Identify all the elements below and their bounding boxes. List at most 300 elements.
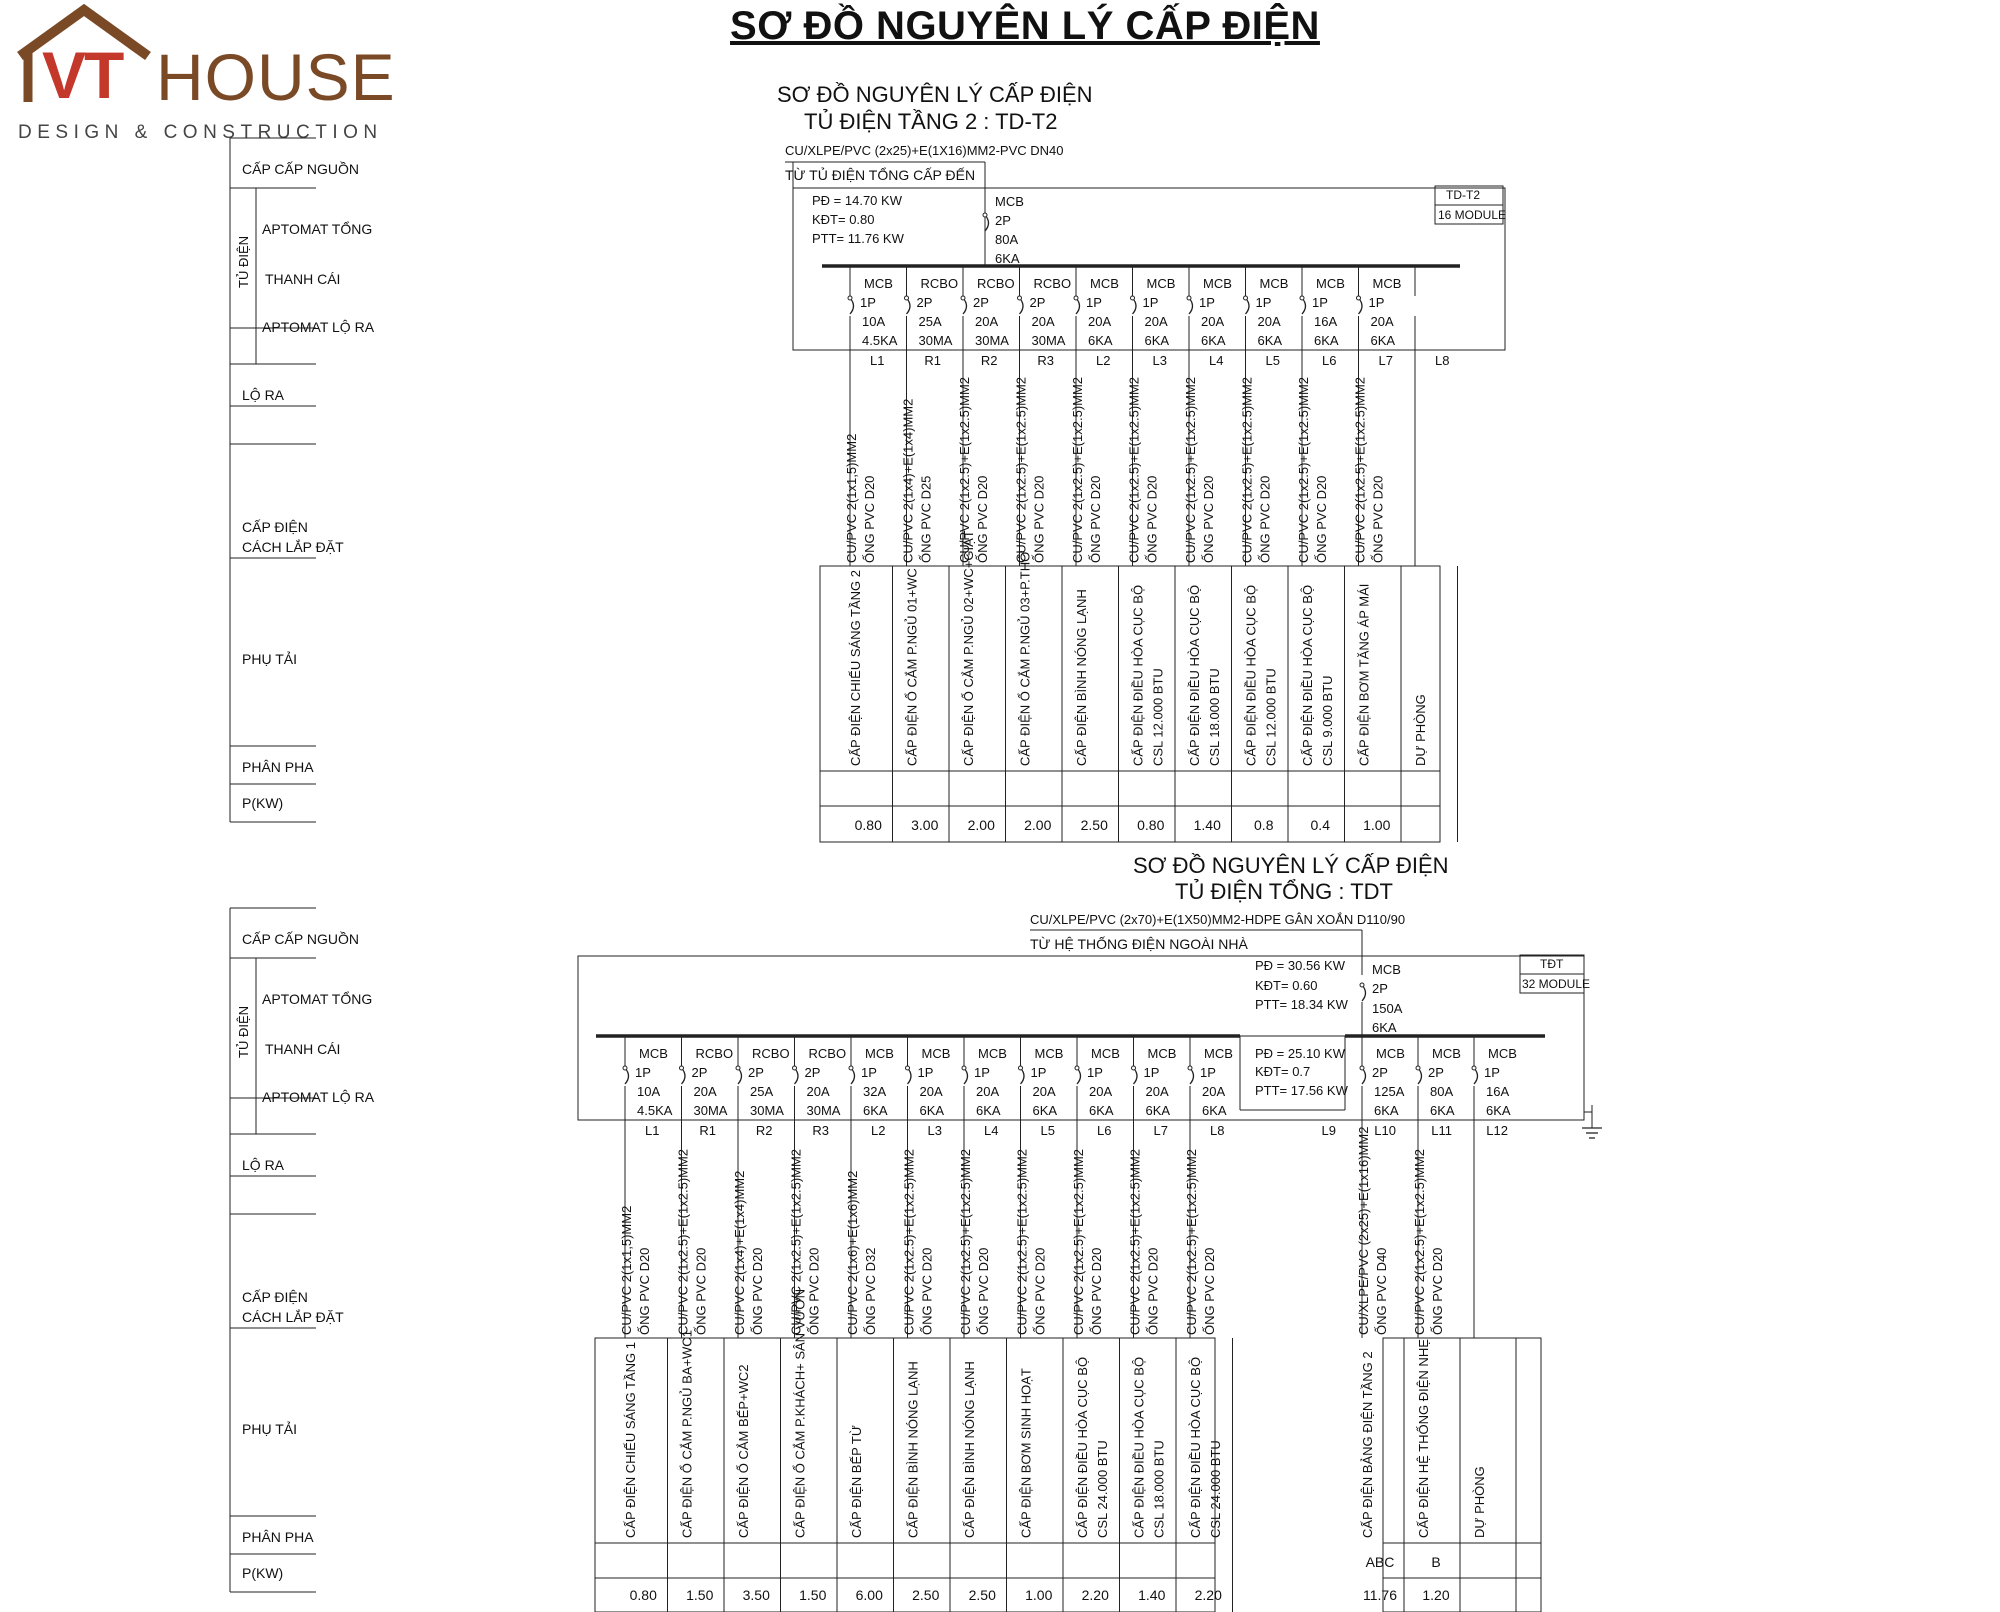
- power-value: 1.40: [1138, 1587, 1166, 1603]
- circuit-column: [1240, 266, 1289, 842]
- sub-ptt-value: PTT= 17.56 KW: [1255, 1083, 1348, 1098]
- power-value: 1.50: [686, 1587, 714, 1603]
- conduit-spec: ỐNG PVC D32: [863, 1247, 878, 1335]
- load-description: CẤP ĐIỆN BƠM SINH HOẠT: [1018, 1368, 1034, 1538]
- circuit-column: [1356, 1036, 1405, 1612]
- main-breaker-rating: 150A: [1372, 1001, 1403, 1016]
- load-description: CẤP ĐIỆN ĐIỀU HÒA CỤC BỘ: [1131, 1356, 1147, 1538]
- page-title: SƠ ĐỒ NGUYÊN LÝ CẤP ĐIỆN: [730, 4, 1320, 48]
- supply-cable: CU/XLPE/PVC (2x70)+E(1X50)MM2-HDPE GÂN XOẮN D110/90: [1030, 912, 1406, 927]
- breaker-poles: 2P: [748, 1065, 764, 1080]
- module-tag: 16 MODULE: [1438, 208, 1507, 222]
- circuit-column: [1472, 1036, 1517, 1612]
- load-description: CẤP ĐIỆN ĐIỀU HÒA CỤC BỘ: [1130, 584, 1146, 766]
- circuit-column: [1128, 1036, 1177, 1612]
- conduit-spec: ỐNG PVC D20: [1032, 1247, 1048, 1335]
- breaker-kA: 4.5KA: [862, 333, 898, 348]
- breaker-terminal-icon: [1244, 296, 1248, 300]
- breaker-poles: 1P: [1143, 1065, 1160, 1080]
- panel-td-t2: [230, 82, 1506, 842]
- breaker-terminal-icon: [1131, 296, 1135, 300]
- breaker-type: MCB: [921, 1046, 951, 1061]
- row-label-aptomat-tong: APTOMAT TỔNG: [262, 991, 373, 1007]
- panel-tag: TD-T2: [1446, 188, 1480, 202]
- breaker-terminal-icon: [736, 1066, 740, 1070]
- power-value: 1.20: [1422, 1587, 1450, 1603]
- circuit-id: L5: [1040, 1123, 1055, 1138]
- load-description: DỰ PHÒNG: [1472, 1466, 1487, 1538]
- power-value: 3.00: [911, 817, 939, 833]
- breaker-rating: 10A: [637, 1084, 661, 1099]
- kdt-value: KĐT= 0.80: [812, 212, 875, 227]
- load-description: CẤP ĐIỆN ĐIỀU HÒA CỤC BỘ: [1187, 584, 1202, 766]
- panel-tdt: [230, 853, 1602, 1612]
- row-label-pkw: P(KW): [242, 795, 284, 811]
- breaker-kA: 6KA: [1144, 333, 1170, 348]
- cable-spec: CU/PVC 2(1x2.5)+E(1x2.5)MM2: [788, 1148, 804, 1335]
- cable-spec: CU/PVC 2(1x2.5)+E(1x2.5)MM2: [1014, 1148, 1030, 1335]
- power-value: 2.20: [1081, 1587, 1109, 1603]
- breaker-poles: 1P: [635, 1065, 651, 1080]
- breaker-kA: 30MA: [750, 1103, 784, 1118]
- conduit-spec: ỐNG PVC D20: [1089, 1247, 1104, 1335]
- circuit-id: L7: [1378, 353, 1393, 368]
- conduit-spec: ỐNG PVC D20: [1088, 475, 1103, 563]
- power-value: 0.80: [629, 1587, 657, 1603]
- breaker-type: MCB: [1432, 1046, 1461, 1061]
- kdt-value: KĐT= 0.60: [1255, 978, 1318, 993]
- load-description: CẤP ĐIỆN BÌNH NÓNG LẠNH: [962, 1361, 977, 1538]
- load-description: CẤP ĐIỆN Ổ CẮM P.NGỦ 02+WC+GIẶT: [961, 530, 976, 766]
- breaker-type: MCB: [1091, 1046, 1120, 1061]
- breaker-terminal-icon: [848, 296, 852, 300]
- phase-value: B: [1431, 1554, 1441, 1570]
- breaker-terminal-icon: [983, 213, 987, 217]
- cable-spec: CU/PVC 2(1x2.5)+E(1x2.5)MM2: [1239, 376, 1255, 563]
- circuit-id: L7: [1153, 1123, 1168, 1138]
- breaker-kA: 6KA: [863, 1103, 888, 1118]
- breaker-poles: 1P: [1087, 1065, 1103, 1080]
- pd-value: PĐ = 14.70 KW: [812, 193, 902, 208]
- cable-spec: CU/PVC 2(1x4)+E(1x4)MM2: [900, 398, 916, 563]
- breaker-poles: 1P: [1030, 1065, 1047, 1080]
- breaker-type: MCB: [978, 1046, 1007, 1061]
- power-value: 2.50: [1080, 817, 1108, 833]
- breaker-poles: 1P: [1312, 295, 1328, 310]
- circuit-column: [957, 266, 1015, 842]
- load-table: [1383, 1338, 1541, 1612]
- breaker-kA: 6KA: [1430, 1103, 1455, 1118]
- circuit-column: [902, 1036, 951, 1612]
- conduit-spec: ỐNG PVC D20: [806, 1247, 822, 1335]
- breaker-rating: 20A: [1031, 314, 1055, 329]
- breaker-poles: 1P: [1086, 295, 1102, 310]
- breaker-poles: 2P: [916, 295, 933, 310]
- load-description: CẤP ĐIỆN ĐIỀU HÒA CỤC BỘ: [1243, 584, 1259, 766]
- load-description: CẤP ĐIỆN CHIẾU SÁNG TẦNG 2: [848, 569, 863, 766]
- breaker-type: MCB: [1147, 1046, 1177, 1061]
- circuit-column: [1014, 266, 1072, 842]
- circuit-column: [1296, 266, 1345, 842]
- logo-house: HOUSE: [156, 40, 396, 114]
- load-capacity: CSL 12.000 BTU: [1150, 668, 1166, 766]
- row-label-phan-pha: PHÂN PHA: [242, 759, 314, 775]
- load-description: CẤP ĐIỆN Ổ CẮM P.NGỦ BA+WC1: [679, 1330, 695, 1538]
- panel-tag: TĐT: [1540, 957, 1564, 971]
- power-value: 1.50: [799, 1587, 827, 1603]
- circuit-id: L2: [1096, 353, 1111, 368]
- circuit-column: [844, 266, 898, 842]
- panel-title: SƠ ĐỒ NGUYÊN LÝ CẤP ĐIỆN: [1133, 853, 1449, 878]
- circuit-column: [901, 266, 959, 842]
- panel-subtitle: TỦ ĐIỆN TẦNG 2 : TD-T2: [804, 109, 1058, 134]
- breaker-poles: 2P: [1029, 295, 1046, 310]
- conduit-spec: ỐNG PVC D20: [637, 1247, 652, 1335]
- cable-spec: CU/PVC 2(1x2.5)+E(1x2.5)MM2: [1352, 376, 1368, 563]
- breaker-terminal-icon: [1188, 1066, 1192, 1070]
- pd-value: PĐ = 30.56 KW: [1255, 958, 1345, 973]
- breaker-rating: 20A: [975, 314, 999, 329]
- row-label-tu-dien: TỦ ĐIỆN: [236, 1006, 251, 1058]
- main-breaker-kA: 6KA: [1372, 1020, 1397, 1035]
- conduit-spec: ỐNG PVC D20: [1370, 475, 1386, 563]
- breaker-poles: 1P: [1368, 295, 1385, 310]
- circuit-id: R1: [699, 1123, 716, 1138]
- load-description: CẤP ĐIỆN CHIẾU SÁNG TẦNG 1: [623, 1341, 638, 1538]
- breaker-type: RCBO: [808, 1046, 847, 1061]
- panel-subtitle: TỦ ĐIỆN TỔNG : TDT: [1175, 879, 1393, 904]
- breaker-terminal-icon: [1360, 1066, 1364, 1070]
- circuit-id: L6: [1322, 353, 1337, 368]
- load-description: CẤP ĐIỆN Ổ CẮM P.NGỦ 01+WC: [904, 568, 920, 766]
- breaker-kA: 6KA: [1374, 1103, 1399, 1118]
- cable-spec: CU/PVC 2(1x2.5)+E(1x2.5)MM2: [1013, 376, 1029, 563]
- ptt-value: PTT= 18.34 KW: [1255, 997, 1348, 1012]
- row-label-nguon: CẤP CẤP NGUỒN: [242, 931, 359, 947]
- cable-spec: CU/XLPE/PVC (2x25)+E(1x16)MM2: [1356, 1126, 1371, 1335]
- breaker-poles: 1P: [974, 1065, 990, 1080]
- circuit-column: [1015, 1036, 1064, 1612]
- power-value: 11.76: [1363, 1587, 1397, 1603]
- main-breaker-poles: 2P: [1372, 981, 1388, 996]
- breaker-terminal-icon: [1018, 296, 1022, 300]
- power-value: 0.4: [1310, 817, 1330, 833]
- circuit-id: L4: [984, 1123, 999, 1138]
- circuit-id: L9: [1321, 1123, 1336, 1138]
- power-value: 1.40: [1193, 817, 1221, 833]
- breaker-poles: 1P: [860, 295, 876, 310]
- breaker-poles: 1P: [1142, 295, 1159, 310]
- cable-spec: CU/PVC 2(1x2.5)+E(1x2.5)MM2: [675, 1148, 691, 1335]
- breaker-terminal-icon: [1300, 296, 1304, 300]
- load-description: CẤP ĐIỆN HỆ THỐNG ĐIỆN NHẸ: [1416, 1339, 1431, 1538]
- breaker-terminal-icon: [1075, 1066, 1079, 1070]
- circuit-column: [1070, 266, 1119, 842]
- circuit-id: R2: [980, 353, 998, 368]
- row-label-cach-lap-dat: CÁCH LẮP ĐẶT: [242, 539, 344, 555]
- breaker-kA: 6KA: [1486, 1103, 1511, 1118]
- main-breaker-type: MCB: [1372, 962, 1401, 977]
- breaker-type: MCB: [639, 1046, 668, 1061]
- breaker-rating: 20A: [1144, 314, 1168, 329]
- cable-spec: CU/PVC 2(1x2.5)+E(1x2.5)MM2: [1412, 1148, 1427, 1335]
- breaker-rating: 20A: [919, 1084, 943, 1099]
- circuit-id: L11: [1431, 1123, 1452, 1138]
- circuit-id: L4: [1209, 353, 1224, 368]
- circuit-id: L3: [1152, 353, 1167, 368]
- cable-spec: CU/PVC 2(1x1,5)MM2: [844, 433, 859, 563]
- row-label-cap-dien: CẤP ĐIỆN: [242, 519, 308, 535]
- breaker-terminal-icon: [680, 1066, 684, 1070]
- breaker-rating: 20A: [1202, 1084, 1226, 1099]
- power-value: 3.50: [742, 1587, 770, 1603]
- breaker-kA: 4.5KA: [637, 1103, 673, 1118]
- cable-spec: CU/PVC 2(1x2.5)+E(1x2.5)MM2: [1070, 376, 1085, 563]
- conduit-spec: ỐNG PVC D20: [1144, 475, 1160, 563]
- conduit-spec: ỐNG PVC D40: [1374, 1247, 1389, 1335]
- breaker-kA: 6KA: [1088, 333, 1113, 348]
- conduit-spec: ỐNG PVC D20: [975, 475, 990, 563]
- supply-source: TỪ TỦ ĐIỆN TỔNG CẤP ĐẾN: [785, 167, 976, 183]
- breaker-poles: 1P: [1199, 295, 1215, 310]
- conduit-spec: ỐNG PVC D20: [693, 1247, 709, 1335]
- breaker-terminal-icon: [1416, 1066, 1420, 1070]
- breaker-terminal-icon: [1472, 1066, 1476, 1070]
- breaker-kA: 30MA: [693, 1103, 728, 1118]
- circuit-id: L10: [1374, 1123, 1396, 1138]
- breaker-type: MCB: [1034, 1046, 1064, 1061]
- phase-value: ABC: [1365, 1554, 1395, 1570]
- breaker-terminal-icon: [961, 296, 965, 300]
- power-value: 6.00: [855, 1587, 883, 1603]
- breaker-poles: 1P: [917, 1065, 934, 1080]
- main-breaker-type: MCB: [995, 194, 1024, 209]
- conduit-spec: ỐNG PVC D20: [919, 1247, 935, 1335]
- load-description: DỰ PHÒNG: [1413, 694, 1428, 766]
- cable-spec: CU/PVC 2(1x2.5)+E(1x2.5)MM2: [1296, 376, 1311, 563]
- cable-spec: CU/PVC 2(1x2.5)+E(1x2.5)MM2: [958, 1148, 973, 1335]
- circuit-id: R2: [755, 1123, 773, 1138]
- breaker-type: RCBO: [1033, 276, 1072, 291]
- panel-title: SƠ ĐỒ NGUYÊN LÝ CẤP ĐIỆN: [777, 82, 1093, 107]
- conduit-spec: ỐNG PVC D20: [1145, 1247, 1161, 1335]
- breaker-terminal-icon: [793, 1066, 797, 1070]
- circuit-id: L8: [1210, 1123, 1225, 1138]
- conduit-spec: ỐNG PVC D20: [862, 475, 877, 563]
- row-label-lo-ra: LỘ RA: [242, 1157, 285, 1173]
- conduit-spec: ỐNG PVC D20: [976, 1247, 991, 1335]
- breaker-type: MCB: [1203, 276, 1232, 291]
- supply-source: TỪ HỆ THỐNG ĐIỆN NGOÀI NHÀ: [1030, 936, 1248, 952]
- power-value: 0.80: [854, 817, 882, 833]
- breaker-poles: 2P: [691, 1065, 708, 1080]
- logo-tagline: DESIGN & CONSTRUCTION: [18, 122, 383, 143]
- row-label-nguon: CẤP CẤP NGUỒN: [242, 161, 359, 177]
- breaker-rating: 25A: [918, 314, 942, 329]
- breaker-type: MCB: [864, 276, 893, 291]
- row-label-aptomat-tong: APTOMAT TỔNG: [262, 221, 373, 237]
- circuit-column: [676, 1036, 734, 1612]
- breaker-type: MCB: [1090, 276, 1119, 291]
- breaker-rating: 125A: [1374, 1084, 1405, 1099]
- power-value: 2.50: [912, 1587, 940, 1603]
- breaker-rating: 20A: [1370, 314, 1394, 329]
- breaker-kA: 30MA: [975, 333, 1009, 348]
- breaker-type: MCB: [1204, 1046, 1233, 1061]
- breaker-rating: 80A: [1430, 1084, 1454, 1099]
- breaker-kA: 30MA: [918, 333, 953, 348]
- power-value: 2.50: [968, 1587, 996, 1603]
- row-label-phan-pha: PHÂN PHA: [242, 1529, 314, 1545]
- sub-pd-value: PĐ = 25.10 KW: [1255, 1046, 1345, 1061]
- breaker-rating: 20A: [1032, 1084, 1056, 1099]
- conduit-spec: ỐNG PVC D20: [750, 1247, 765, 1335]
- breaker-kA: 30MA: [1031, 333, 1066, 348]
- circuit-id: L2: [871, 1123, 886, 1138]
- circuit-id: L1: [645, 1123, 660, 1138]
- breaker-type: MCB: [1316, 276, 1345, 291]
- circuit-column: [1412, 1036, 1461, 1612]
- breaker-poles: 1P: [861, 1065, 877, 1080]
- main-breaker-kA: 6KA: [995, 251, 1020, 266]
- breaker-kA: 6KA: [1201, 333, 1226, 348]
- circuit-id: R3: [812, 1123, 829, 1138]
- row-label-cap-dien: CẤP ĐIỆN: [242, 1289, 308, 1305]
- main-breaker-rating: 80A: [995, 232, 1019, 247]
- conduit-spec: ỐNG PVC D25: [918, 475, 934, 563]
- load-description: CẤP ĐIỆN BẢNG ĐIỆN TẦNG 2: [1360, 1351, 1375, 1538]
- conduit-spec: ỐNG PVC D20: [1201, 475, 1216, 563]
- breaker-type: MCB: [865, 1046, 894, 1061]
- breaker-poles: 1P: [1484, 1065, 1500, 1080]
- circuit-id: L6: [1097, 1123, 1112, 1138]
- row-label-thanh-cai: THANH CÁI: [265, 1041, 341, 1057]
- power-value: 1.00: [1363, 817, 1391, 833]
- power-value: 0.80: [1137, 817, 1165, 833]
- circuit-column: [732, 1036, 790, 1612]
- breaker-rating: 20A: [976, 1084, 1000, 1099]
- cable-spec: CU/PVC 2(1x2.5)+E(1x2.5)MM2: [1126, 376, 1142, 563]
- breaker-kA: 6KA: [1089, 1103, 1114, 1118]
- breaker-poles: 2P: [973, 295, 989, 310]
- breaker-terminal-icon: [906, 1066, 910, 1070]
- circuit-column: [1353, 266, 1402, 842]
- cable-spec: CU/PVC 2(1x2.5)+E(1x2.5)MM2: [1183, 376, 1198, 563]
- cable-spec: CU/PVC 2(1x2.5)+E(1x2.5)MM2: [1184, 1148, 1199, 1335]
- logo-vt: VT: [42, 38, 123, 112]
- load-description: CẤP ĐIỆN Ổ CẮM P.NGỦ 03+P.THỜ: [1017, 550, 1033, 766]
- row-label-phu-tai: PHỤ TẢI: [242, 651, 297, 667]
- breaker-poles: 2P: [804, 1065, 821, 1080]
- circuit-column: [1071, 1036, 1120, 1612]
- breaker-rating: 20A: [1257, 314, 1281, 329]
- conduit-spec: ỐNG PVC D20: [1202, 1247, 1217, 1335]
- load-capacity: CSL 9.000 BTU: [1320, 675, 1335, 766]
- breaker-type: MCB: [1376, 1046, 1405, 1061]
- load-description: CẤP ĐIỆN ĐIỀU HÒA CỤC BỘ: [1188, 1356, 1203, 1538]
- circuit-id: L3: [927, 1123, 942, 1138]
- circuit-id: L5: [1265, 353, 1280, 368]
- row-label-phu-tai: PHỤ TẢI: [242, 1421, 297, 1437]
- circuit-column: [789, 1036, 847, 1612]
- breaker-type: RCBO: [695, 1046, 734, 1061]
- circuit-id: L12: [1486, 1123, 1508, 1138]
- breaker-rating: 25A: [750, 1084, 774, 1099]
- cable-spec: CU/PVC 2(1x1,5)MM2: [619, 1205, 634, 1335]
- breaker-type: RCBO: [920, 276, 959, 291]
- conduit-spec: ỐNG PVC D20: [1257, 475, 1273, 563]
- breaker-terminal-icon: [849, 1066, 853, 1070]
- breaker-kA: 6KA: [1032, 1103, 1058, 1118]
- breaker-terminal-icon: [1360, 983, 1364, 987]
- conduit-spec: ỐNG PVC D20: [1430, 1247, 1445, 1335]
- main-breaker-poles: 2P: [995, 213, 1011, 228]
- circuit-column: [958, 1036, 1007, 1612]
- circuit-id: R3: [1037, 353, 1054, 368]
- breaker-type: MCB: [1488, 1046, 1517, 1061]
- breaker-terminal-icon: [1187, 296, 1191, 300]
- conduit-spec: ỐNG PVC D20: [1314, 475, 1329, 563]
- breaker-type: MCB: [1259, 276, 1289, 291]
- power-value: 1.00: [1025, 1587, 1053, 1603]
- breaker-kA: 6KA: [1314, 333, 1339, 348]
- cable-spec: CU/PVC 2(1x6)+E(1x6)MM2: [845, 1170, 860, 1335]
- breaker-type: MCB: [1146, 276, 1176, 291]
- load-description: CẤP ĐIỆN ĐIỀU HÒA CỤC BỘ: [1300, 584, 1315, 766]
- power-value: 2.00: [967, 817, 995, 833]
- circuit-column: [619, 1036, 673, 1612]
- breaker-kA: 6KA: [1145, 1103, 1171, 1118]
- supply-cable: CU/XLPE/PVC (2x25)+E(1X16)MM2-PVC DN40: [785, 143, 1064, 158]
- breaker-rating: 20A: [1089, 1084, 1113, 1099]
- breaker-type: RCBO: [977, 276, 1015, 291]
- load-description: CẤP ĐIỆN Ổ CẮM P.KHÁCH+ SÂN VƯỜN: [792, 1289, 808, 1538]
- row-label-tu-dien: TỦ ĐIỆN: [236, 236, 251, 288]
- breaker-poles: 1P: [1255, 295, 1272, 310]
- breaker-kA: 6KA: [976, 1103, 1001, 1118]
- breaker-terminal-icon: [1019, 1066, 1023, 1070]
- row-label-aptomat-lo-ra: APTOMAT LỘ RA: [262, 319, 375, 335]
- load-description: CẤP ĐIỆN BẾP TỪ: [849, 1425, 864, 1538]
- load-description: CẤP ĐIỆN Ổ CẮM BẾP+WC2: [736, 1364, 751, 1538]
- breaker-poles: 2P: [1372, 1065, 1388, 1080]
- circuit-column: [1183, 266, 1232, 842]
- cable-spec: CU/PVC 2(1x2.5)+E(1x2.5)MM2: [957, 376, 972, 563]
- sub-kdt-value: KĐT= 0.7: [1255, 1064, 1311, 1079]
- breaker-terminal-icon: [1357, 296, 1361, 300]
- breaker-terminal-icon: [962, 1066, 966, 1070]
- breaker-rating: 20A: [693, 1084, 717, 1099]
- breaker-rating: 16A: [1486, 1084, 1510, 1099]
- cable-spec: CU/PVC 2(1x2.5)+E(1x2.5)MM2: [901, 1148, 917, 1335]
- circuit-column: [1127, 266, 1176, 842]
- breaker-type: RCBO: [752, 1046, 790, 1061]
- breaker-type: MCB: [1372, 276, 1402, 291]
- load-capacity: CSL 24.000 BTU: [1208, 1440, 1223, 1538]
- breaker-kA: 6KA: [1370, 333, 1396, 348]
- row-label-thanh-cai: THANH CÁI: [265, 271, 341, 287]
- circuit-column: [845, 1036, 894, 1612]
- breaker-rating: 20A: [1088, 314, 1112, 329]
- breaker-rating: 20A: [806, 1084, 830, 1099]
- breaker-terminal-icon: [1132, 1066, 1136, 1070]
- conduit-spec: ỐNG PVC D20: [1031, 475, 1047, 563]
- load-capacity: CSL 18.000 BTU: [1151, 1440, 1167, 1538]
- circuit-id: L8: [1435, 353, 1450, 368]
- load-capacity: CSL 18.000 BTU: [1207, 668, 1222, 766]
- load-description: CẤP ĐIỆN BÌNH NÓNG LẠNH: [1074, 589, 1089, 766]
- breaker-rating: 32A: [863, 1084, 887, 1099]
